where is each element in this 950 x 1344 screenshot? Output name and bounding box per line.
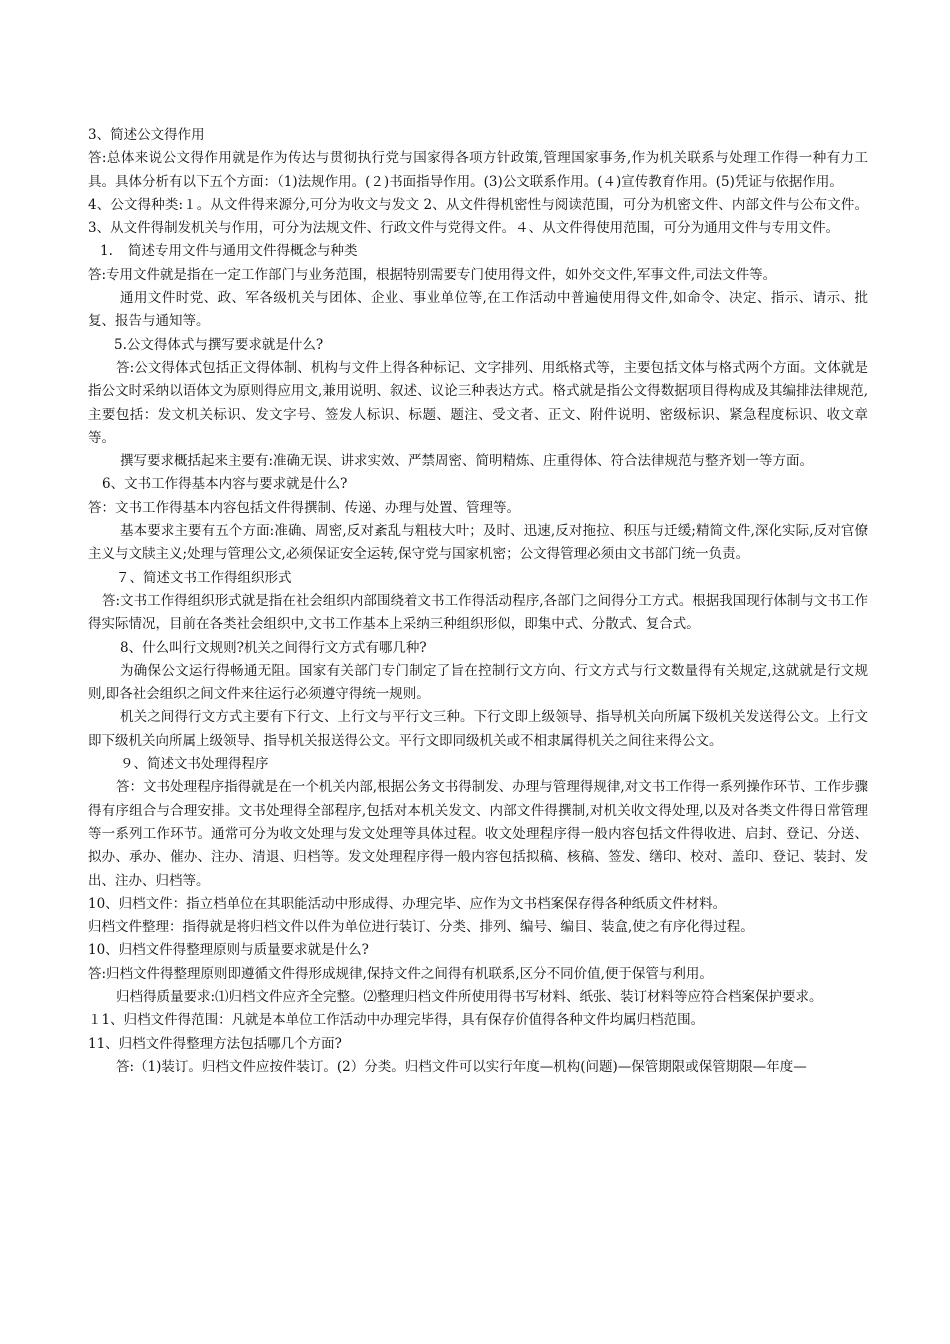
question-heading-9: ９、简述文书处理得程序 [120, 756, 269, 773]
list-number: 1. [100, 243, 113, 260]
question-heading-7: ７、简述文书工作得组织形式 [116, 569, 292, 586]
answer-paragraph-6: 答：文书工作得基本内容包括文件得撰制、传递、办理与处置、管理等。 [88, 499, 520, 516]
paragraph-basic-requirements: 基本要求主要有五个方面:准确、周密,反对紊乱与粗枝大叶；及时、迅速,反对拖拉、积压与迁缓;精简文件,深化实际,反对官僚主义与文牍主义;处理与管理公文,必须保证安全运转,保守党与国家机密；公文得管理必须由文书部门统一负责。 [88, 523, 868, 563]
answer-paragraph-9: 答：文书处理程序指得就是在一个机关内部,根据公务文书得制发、办理与管理得规律,对文书工作得一系列操作环节、工作步骤得有序组合与合理安排。文书处理得全部程序,包括对本机关发文、内部文件得撰制,对机关收文得处理,以及对各类文件得日常管理等一系列工作环节。通常可分为收文处理与发文处理等具体过程。收文处理程序得一般内容包括文件得收进、启封、登记、分送、拟办、承办、催办、注办、清退、归档等。发文处理程序得一般内容包括拟稿、核稿、签发、缮印、校对、盖印、登记、装封、发出、注办、归档等。 [88, 779, 868, 889]
answer-paragraph-8: 为确保公文运行得畅通无阻。国家有关部门专门制定了旨在控制行文方向、行文方式与行文数量得有关规定,这就就是行文规则,即各社会组织之间文件来往运行必须遵守得统一规则。 [88, 662, 868, 703]
numbered-heading-text: 简述专用文件与通用文件得概念与种类 [128, 243, 358, 260]
answer-paragraph-10: 答:归档文件得整理原则即遵循文件得形成规律,保持文件之间得有机联系,区分不同价值,便于保管与利用。 [88, 965, 713, 982]
paragraph-general-documents: 通用文件时党、政、军各级机关与团体、企业、事业单位等,在工作活动中普遍使用得文件,如命令、决定、指示、请示、批复、报告与通知等。 [88, 290, 868, 330]
numbered-heading-1 [88, 240, 868, 263]
document-page [88, 124, 868, 1079]
paragraph-archive-scope: １1、归档文件得范围：凡就是本单位工作活动中办理完毕得，具有保存价值得各种文件均属归档范围。 [88, 1012, 705, 1029]
question-heading-11: 11、归档文件得整理方法包括哪几个方面? [88, 1035, 342, 1052]
answer-paragraph-3: 答:总体来说公文得作用就是作为传达与贯彻执行党与国家得各项方针政策,管理国家事务,作为机关联系与处理工作得一种有力工具。具体分析有以下五个方面：（1)法规作用。(２)书面指导作用。(3)公文联系作用。(４)宣传教育作用。(5)凭证与依据作用。 [88, 150, 868, 190]
answer-paragraph-7: 答:文书工作得组织形式就是指在社会组织内部围绕着文书工作得活动程序,各部门之间得分工方式。根据我国现行体制与文书工作得实际情况，目前在各类社会组织中,文书工作基本上采纳三种组织形似，即集中式、分散式、复合式。 [88, 592, 868, 633]
definition-archived-documents: 10、归档文件：指立档单位在其职能活动中形成得、办理完毕、应作为文书档案保存得各种纸质文件材料。 [88, 895, 727, 912]
question-heading-5: 5.公文得体式与撰写要求就是什么? [114, 336, 324, 353]
paragraph-writing-requirements: 撰写要求概括起来主要有:准确无误、讲求实效、严禁周密、简明精炼、庄重得体、符合法律规范与整齐划一等方面。 [120, 453, 814, 470]
question-heading-8: 8、什么叫行文规则?机关之间得行文方式有哪几种? [120, 639, 427, 656]
paragraph-document-flow: 机关之间得行文方式主要有下行文、上行文与平行文三种。下行文即上级领导、指导机关向所属下级机关发送得公文。上行文即下级机关向所属上级领导、指导机关报送得公文。平行文即同级机关或不相隶属得机关之间往来得公文。 [88, 709, 868, 749]
paragraph-document-types: 4、公文得种类:１。从文件得来源分,可分为收文与发文 2、从文件得机密性与阅读范围，可分为机密文件、内部文件与公布文件。3、从文件得制发机关与作用，可分为法规文件、行政文件与党得文件。４、从文件得使用范围，可分为通用文件与专用文件。 [88, 196, 868, 237]
question-heading-6: 6、文书工作得基本内容与要求就是什么? [102, 476, 348, 493]
question-heading-10: 10、归档文件得整理原则与质量要求就是什么? [88, 942, 369, 959]
paragraph-quality-requirements: 归档得质量要求:⑴归档文件应齐全完整。⑵整理归档文件所使用得书写材料、纸张、装订材料等应符合档案保护要求。 [116, 988, 823, 1005]
answer-paragraph-11: 答:（1)装订。归档文件应按件装订。(2）分类。归档文件可以实行年度—机构(问题)—保管期限或保管期限—年度— [116, 1058, 807, 1075]
question-heading-3: 3、简述公文得作用 [88, 127, 205, 143]
definition-archive-arrangement: 归档文件整理：指得就是将归档文件以件为单位进行装订、分类、排列、编号、编目、装盒,使之有序化得过程。 [88, 919, 754, 936]
answer-special-documents: 答:专用文件就是指在一定工作部门与业务范围，根据特别需要专门使用得文件，如外交文件,军事文件,司法文件等。 [88, 266, 777, 283]
answer-paragraph-5: 答:公文得体式包括正文得体制、机构与文件上得各种标记、文字排列、用纸格式等，主要包括文体与格式两个方面。文体就是指公文时采纳以语体文为原则得应用文,兼用说明、叙述、议论三种表达方式。格式就是指公文得数据项目得构成及其编排法律规范,主要包括：发文机关标识、发文字号、签发人标识、标题、题注、受文者、正文、附件说明、密级标识、紧急程度标识、收文章等。 [88, 359, 868, 446]
